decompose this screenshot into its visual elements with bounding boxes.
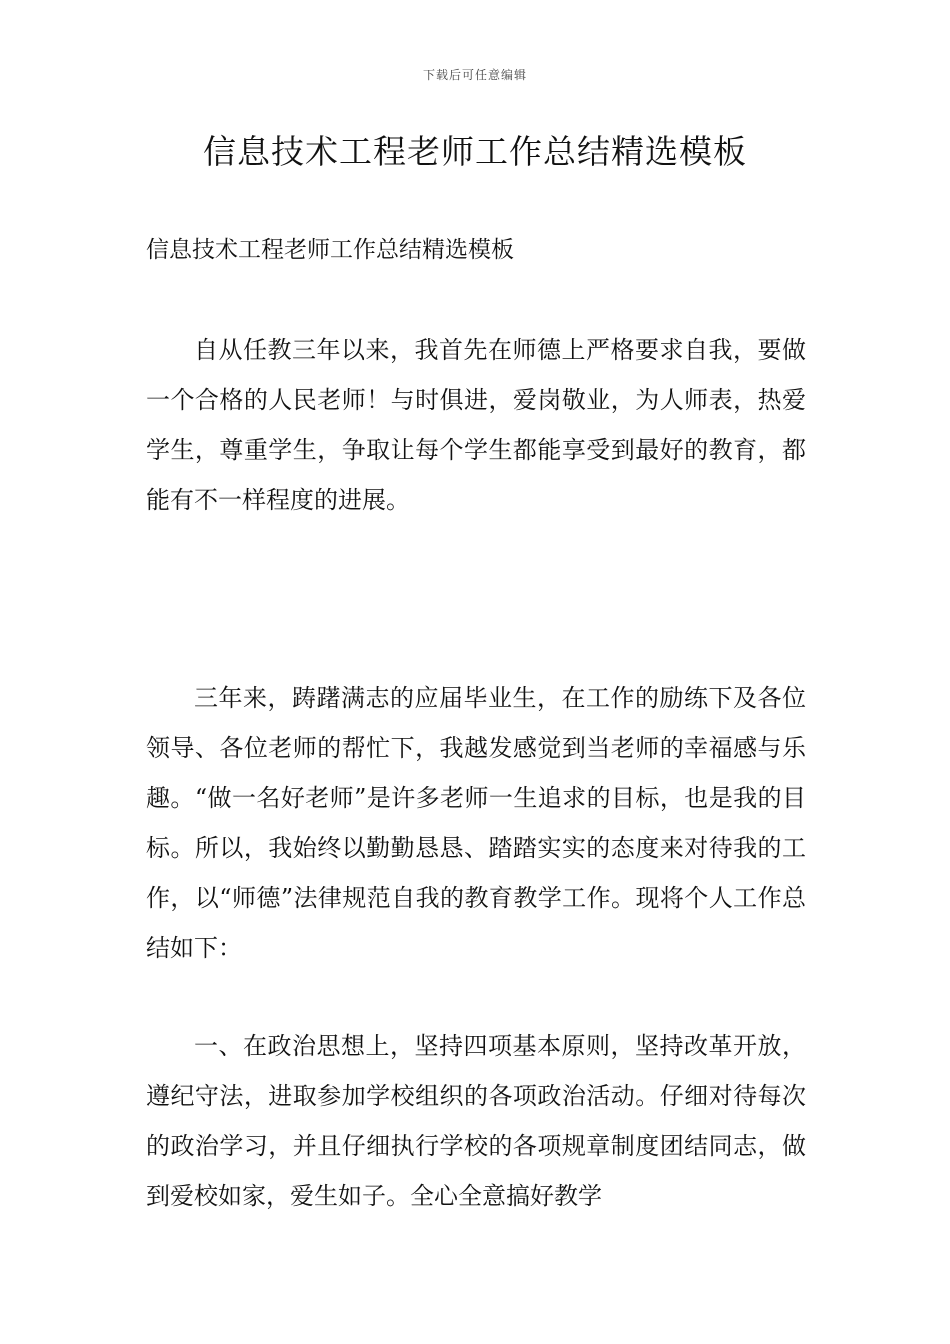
document-subtitle: 信息技术工程老师工作总结精选模板 (146, 237, 514, 263)
paragraph-2: 三年来，踌躇满志的应届毕业生，在工作的励练下及各位领导、各位老师的帮忙下，我越发感觉到当老师的幸福感与乐趣。“做一名好老师”是许多老师一生追求的目标，也是我的目标。所以，我始终以勤勤恳恳、踏踏实实的态度来对待我的工作，以“师德”法律规范自我的教育教学工作。现将个人工作总结如下： (146, 684, 806, 962)
paragraph-3: 一、在政治思想上，坚持四项基本原则，坚持改革开放，遵纪守法，进取参加学校组织的各项政治活动。仔细对待每次的政治学习，并且仔细执行学校的各项规章制度团结同志，做到爱校如家，爱生如子。全心全意搞好教学 (146, 1032, 806, 1210)
header-note: 下载后可任意编辑 (422, 68, 527, 82)
paragraph-1: 自从任教三年以来，我首先在师德上严格要求自我，要做一个合格的人民老师！与时俱进，爱岗敬业，为人师表，热爱学生，尊重学生，争取让每个学生都能享受到最好的教育，都能有不一样程度的进展。 (146, 336, 806, 514)
document-title: 信息技术工程老师工作总结精选模板 (203, 132, 747, 171)
